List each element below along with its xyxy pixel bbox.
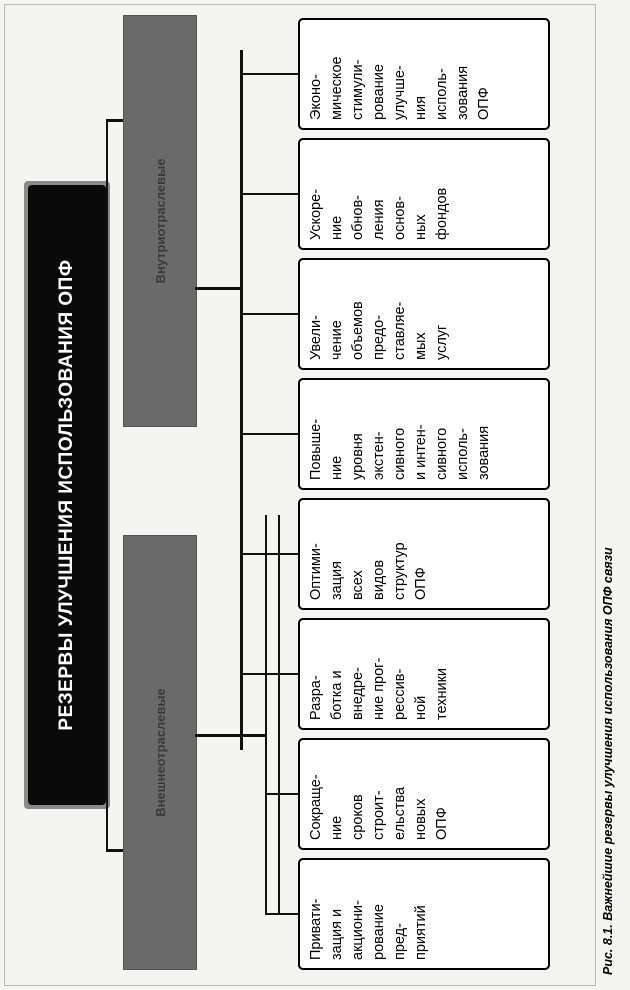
reserve-structure-optimization: Оптими- зация всех видов структур ОПФ bbox=[298, 498, 550, 610]
drop-6 bbox=[243, 313, 298, 315]
category-internal-label: Внутриотраслевые bbox=[152, 158, 168, 284]
reserve-construction-time: Сокраще- ние сроков строит- ельства новых ОПФ bbox=[298, 738, 550, 850]
reserve-services-volume: Увели- чение объемов предо- ставляе- мых услуг bbox=[298, 258, 550, 370]
reserve-privatization: Привати- зация и акциони- рование пред- приятий bbox=[298, 858, 550, 970]
connector-title-to-internal bbox=[106, 119, 123, 122]
drop-2 bbox=[265, 793, 298, 795]
drop-3 bbox=[243, 673, 298, 675]
drop-1 bbox=[265, 913, 298, 915]
connector-external-bar-2 bbox=[278, 515, 280, 915]
reserve-economic-stimulation: Эконо- мическое стимули- рование улучше- ния исполь- зования ОПФ bbox=[298, 18, 550, 130]
figure-caption: Рис. 8.1. Важнейшие резервы улучшения использования ОПФ связи bbox=[601, 547, 615, 975]
connector-title-to-external bbox=[106, 849, 123, 852]
reserve-fund-renewal: Ускоре- ние обнов- ления основ- ных фондов bbox=[298, 138, 550, 250]
category-external bbox=[123, 535, 197, 970]
diagram-title: РЕЗЕРВЫ УЛУЧШЕНИЯ ИСПОЛЬЗОВАНИЯ ОПФ bbox=[28, 185, 106, 805]
drop-5 bbox=[243, 433, 298, 435]
drop-7 bbox=[243, 193, 298, 195]
connector-external-bar-1 bbox=[265, 515, 267, 915]
connector-title-bar bbox=[106, 119, 108, 852]
reserve-usage-level: Повыше- ние уровня экстен- сивного и интен- сивного исполь- зования bbox=[298, 378, 550, 490]
connector-internal-stem bbox=[195, 287, 240, 290]
connector-internal-bar bbox=[240, 50, 243, 750]
reserve-progressive-technology: Разра- ботка и внедре- ние прог- рессив- ной техники bbox=[298, 618, 550, 730]
drop-8 bbox=[243, 73, 298, 75]
category-internal bbox=[123, 15, 197, 427]
drop-4 bbox=[243, 553, 298, 555]
category-external-label: Внешнеотраслевые bbox=[152, 688, 168, 817]
connector-external-stem bbox=[195, 734, 265, 737]
